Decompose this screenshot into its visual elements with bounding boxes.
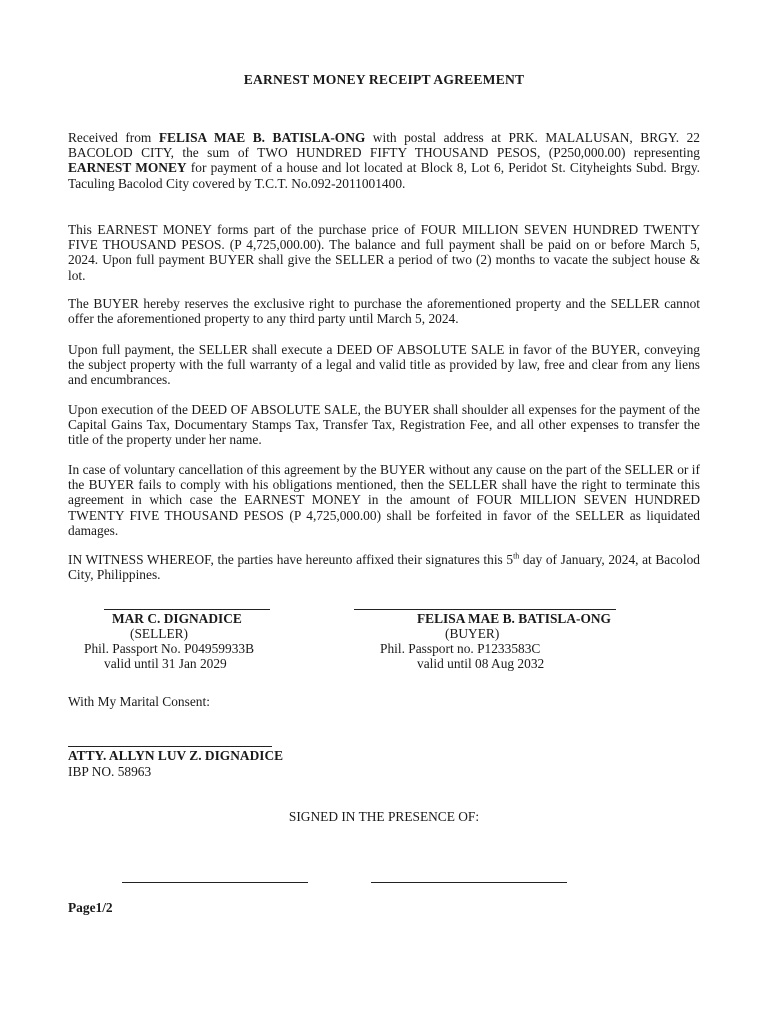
witness-2-signature-line (371, 882, 567, 883)
seller-signature-line (104, 609, 270, 610)
paragraph-deed-of-sale: Upon full payment, the SELLER shall execute a DEED OF ABSOLUTE SALE in favor of the BUYER, conveying the subject property with the full warranty of a legal and valid title as provided by law, free and clear from any liens and encumbrances. (68, 342, 700, 388)
witness-text-2: day of January, 2024, at Bacolod City, Philippines. (68, 552, 700, 583)
spouse-name: ATTY. ALLYN LUV Z. DIGNADICE (68, 748, 284, 763)
receipt-text-2: with postal address at PRK. MALALUSAN, BRGY. 22 BACOLOD CITY, the sum of TWO HUNDRED FIFTY THOUSAND PESOS, (P250,000.00) representing (68, 130, 700, 161)
paragraph-receipt (68, 130, 700, 191)
marital-consent-label: With My Marital Consent: (68, 694, 210, 709)
seller-passport-validity: valid until 31 Jan 2029 (104, 656, 227, 671)
paragraph-witness (68, 552, 700, 582)
buyer-name-inline: FELISA MAE B. BATISLA-ONG (158, 130, 366, 145)
spouse-signature-line (68, 746, 272, 747)
buyer-role: (BUYER) (445, 626, 500, 641)
buyer-signature-line (354, 609, 616, 610)
paragraph-expenses: Upon execution of the DEED OF ABSOLUTE SALE, the BUYER shall shoulder all expenses for the payment of the Capital Gains Tax, Documentary Stamps Tax, Transfer Tax, Registration Fee, and all other expenses to transfer the title of the property under her name. (68, 402, 700, 448)
seller-role: (SELLER) (130, 626, 189, 641)
witness-1-signature-line (122, 882, 308, 883)
receipt-text-3: for payment of a house and lot located at Block 8, Lot 6, Peridot St. Cityheights Subd. Brgy. Taculing Bacolod City covered by T.C.T. No.092-2011001400. (68, 160, 701, 191)
buyer-passport: Phil. Passport no. P1233583C (380, 641, 541, 656)
buyer-passport-validity: valid until 08 Aug 2032 (417, 656, 545, 671)
presence-label: SIGNED IN THE PRESENCE OF: (288, 809, 480, 824)
paragraph-cancellation: In case of voluntary cancellation of this agreement by the BUYER without any cause on the part of the SELLER or if the BUYER fails to comply with his obligations mentioned, then the SELLER shall have the right to terminate this agreement in which case the EARNEST MONEY in the amount of FOUR MILLION SEVEN HUNDRED TWENTY FIVE THOUSAND PESOS (P 4,725,000.00) shall be forfeited in favor of the SELLER as liquidated damages. (68, 462, 700, 538)
paragraph-purchase-price: This EARNEST MONEY forms part of the purchase price of FOUR MILLION SEVEN HUNDRED TWENTY FIVE THOUSAND PESOS. (P 4,725,000.00). The balance and full payment shall be paid on or before March 5, 2024. Upon full payment BUYER shall give the SELLER a period of two (2) months to vacate the subject house & lot. (68, 222, 700, 283)
witness-text-1: IN WITNESS WHEREOF, the parties have hereunto affixed their signatures this 5 (68, 552, 514, 567)
spouse-ibp-number: IBP NO. 58963 (68, 764, 152, 779)
document-title: EARNEST MONEY RECEIPT AGREEMENT (243, 72, 525, 87)
paragraph-exclusive-right: The BUYER hereby reserves the exclusive right to purchase the aforementioned property and the SELLER cannot offer the aforementioned property to any third party until March 5, 2024. (68, 296, 700, 327)
seller-name: MAR C. DIGNADICE (112, 611, 242, 626)
witness-ordinal: th (513, 551, 520, 561)
receipt-text-1: Received from (68, 130, 159, 145)
buyer-name: FELISA MAE B. BATISLA-ONG (417, 611, 611, 626)
seller-passport: Phil. Passport No. P04959933B (84, 641, 255, 656)
page-number: Page1/2 (68, 900, 113, 915)
earnest-money-inline: EARNEST MONEY (68, 160, 187, 176)
